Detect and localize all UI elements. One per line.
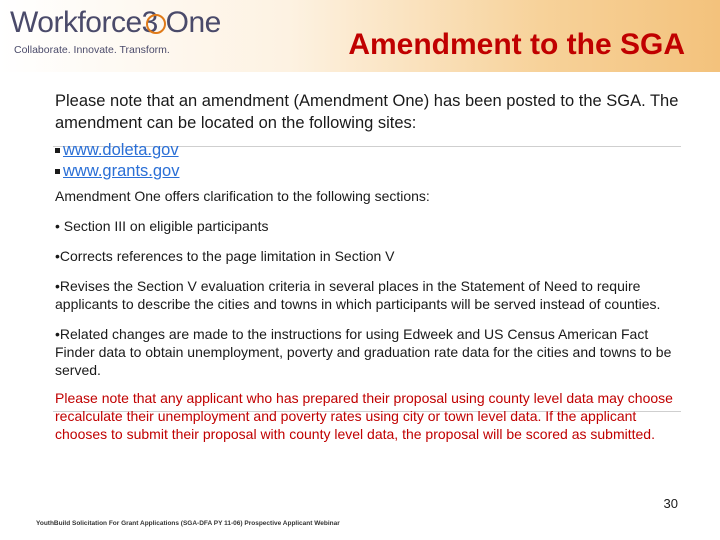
list-item: •Revises the Section V evaluation criteria in several places in the Statement of Need to require applicants to describe the cities and towns in which participants will be served instead of counties. bbox=[55, 278, 661, 312]
footer-text: YouthBuild Solicitation For Grant Applications (SGA-DFA PY 11-06) Prospective Applicant Webinar bbox=[36, 520, 340, 527]
list-item: • Section III on eligible participants bbox=[55, 218, 269, 234]
page-number: 30 bbox=[663, 496, 678, 511]
slide-body bbox=[55, 90, 685, 443]
square-bullet-icon bbox=[55, 169, 60, 174]
list-item: •Corrects references to the page limitation in Section V bbox=[55, 248, 395, 264]
offers-heading: Amendment One offers clarification to the following sections: bbox=[55, 188, 430, 204]
logo-circle-icon bbox=[146, 14, 166, 34]
note-paragraph: Please note that any applicant who has prepared their proposal using county level data may choose recalculate their unemployment and poverty rates using city or town level data. If the applicant chooses to submit their proposal with county level data, the proposal will be scored as submitted. bbox=[55, 390, 673, 442]
link-line-grants bbox=[55, 161, 685, 182]
link-grants[interactable]: www.grants.gov bbox=[63, 162, 180, 180]
link-line-doleta bbox=[55, 140, 685, 161]
logo-wordmark: Workforce3 One bbox=[10, 6, 221, 39]
link-doleta[interactable]: www.doleta.gov bbox=[63, 141, 179, 159]
intro-paragraph: Please note that an amendment (Amendment One) has been posted to the SGA. The amendment can be located on the following sites: bbox=[55, 92, 679, 132]
list-item: •Related changes are made to the instructions for using Edweek and US Census American Fact Finder data to obtain unemployment, poverty and graduation rate data for the cities and towns to be served. bbox=[55, 326, 672, 378]
slide-title: Amendment to the SGA bbox=[348, 28, 685, 61]
square-bullet-icon bbox=[55, 148, 60, 153]
logo-tagline: Collaborate. Innovate. Transform. bbox=[14, 44, 170, 56]
workforce3-one-logo bbox=[10, 6, 221, 60]
header-banner bbox=[0, 0, 720, 72]
